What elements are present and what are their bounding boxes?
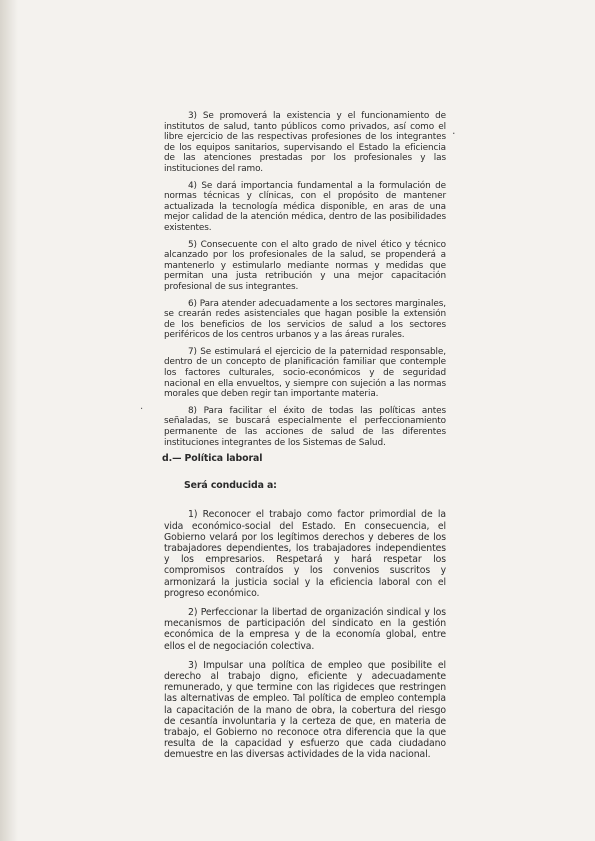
- labor-policy-item-2: 2) Perfeccionar la libertad de organización sindical y los mecanismos de participación del sindicato en la gestión económica de la empresa y de la economía global, entre ellos el de negociación colectiva.: [164, 607, 446, 652]
- margin-mark-top-right: ·: [452, 127, 456, 140]
- section-heading: d.— Política laboral: [162, 453, 263, 465]
- document-body: [164, 111, 446, 769]
- health-policy-item-5: 5) Consecuente con el alto grado de nivel ético y técnico alcanzado por los profesionales de la salud, se propenderá a mantenerlo y estimularlo mediante normas y medidas que permitan una justa retribución y una mejor capacitación profesional de sus integrantes.: [164, 239, 446, 292]
- labor-policy-item-1: 1) Reconocer el trabajo como factor primordial de la vida económico-social del Estado. En consecuencia, el Gobierno velará por los legítimos derechos y deberes de los trabajadores dependientes, los trabajadores independientes y los empresarios. Respetará y hará respetar los compromisos contraídos y los convenios suscritos y armonizará la justicia social y la eficiencia laboral con el progreso económico.: [164, 509, 446, 599]
- health-policy-item-3: 3) Se promoverá la existencia y el funcionamiento de institutos de salud, tanto públicos como privados, así como el libre ejercicio de las respectivas profesiones de los integrantes de los equipos sanitarios, supervisando el Estado la eficiencia de las atenciones prestadas por los profesionales y las instituciones del ramo.: [164, 111, 446, 174]
- health-policy-item-7: 7) Se estimulará el ejercicio de la paternidad responsable, dentro de un concepto de planificación familiar que contemple los factores culturales, socio-económicos y de seguridad nacional en ella envueltos, y siempre con sujeción a las normas morales que deben regir tan importante materia.: [164, 346, 446, 400]
- margin-mark-left: ·: [140, 404, 144, 415]
- labor-policy-item-3: 3) Impulsar una política de empleo que posibilite el derecho al trabajo digno, eficiente y adecuadamente remunerado, y que termine con las rigideces que restringen las alternativas de empleo. Tal política de empleo contempla la capacitación de la mano de obra, la cobertura del riesgo de cesantía involuntaria y la certeza de que, en materia de trabajo, el Gobierno no reconoce otra diferencia que la que resulta de la capacidad y esfuerzo que cada ciudadano demuestre en las diversas actividades de la vida nacional.: [164, 659, 446, 761]
- health-policy-item-4: 4) Se dará importancia fundamental a la formulación de normas técnicas y clínicas, con el propósito de mantener actualizada la tecnología médica disponible, en aras de una mejor calidad de la atención médica, dentro de las posibilidades existentes.: [164, 180, 446, 233]
- health-policy-item-6: 6) Para atender adecuadamente a los sectores marginales, se crearán redes asistenciales que hagan posible la extensión de los beneficios de los servicios de salud a los sectores periféricos de los centros urbanos y a las áreas rurales.: [164, 298, 446, 341]
- lead-in: Será conducida a:: [184, 479, 277, 491]
- health-policy-item-8: 8) Para facilitar el éxito de todas las políticas antes señaladas, se buscará especialmente el perfeccionamiento permanente de las acciones de salud de las diferentes instituciones integrantes de los Sistemas de Salud.: [164, 405, 446, 448]
